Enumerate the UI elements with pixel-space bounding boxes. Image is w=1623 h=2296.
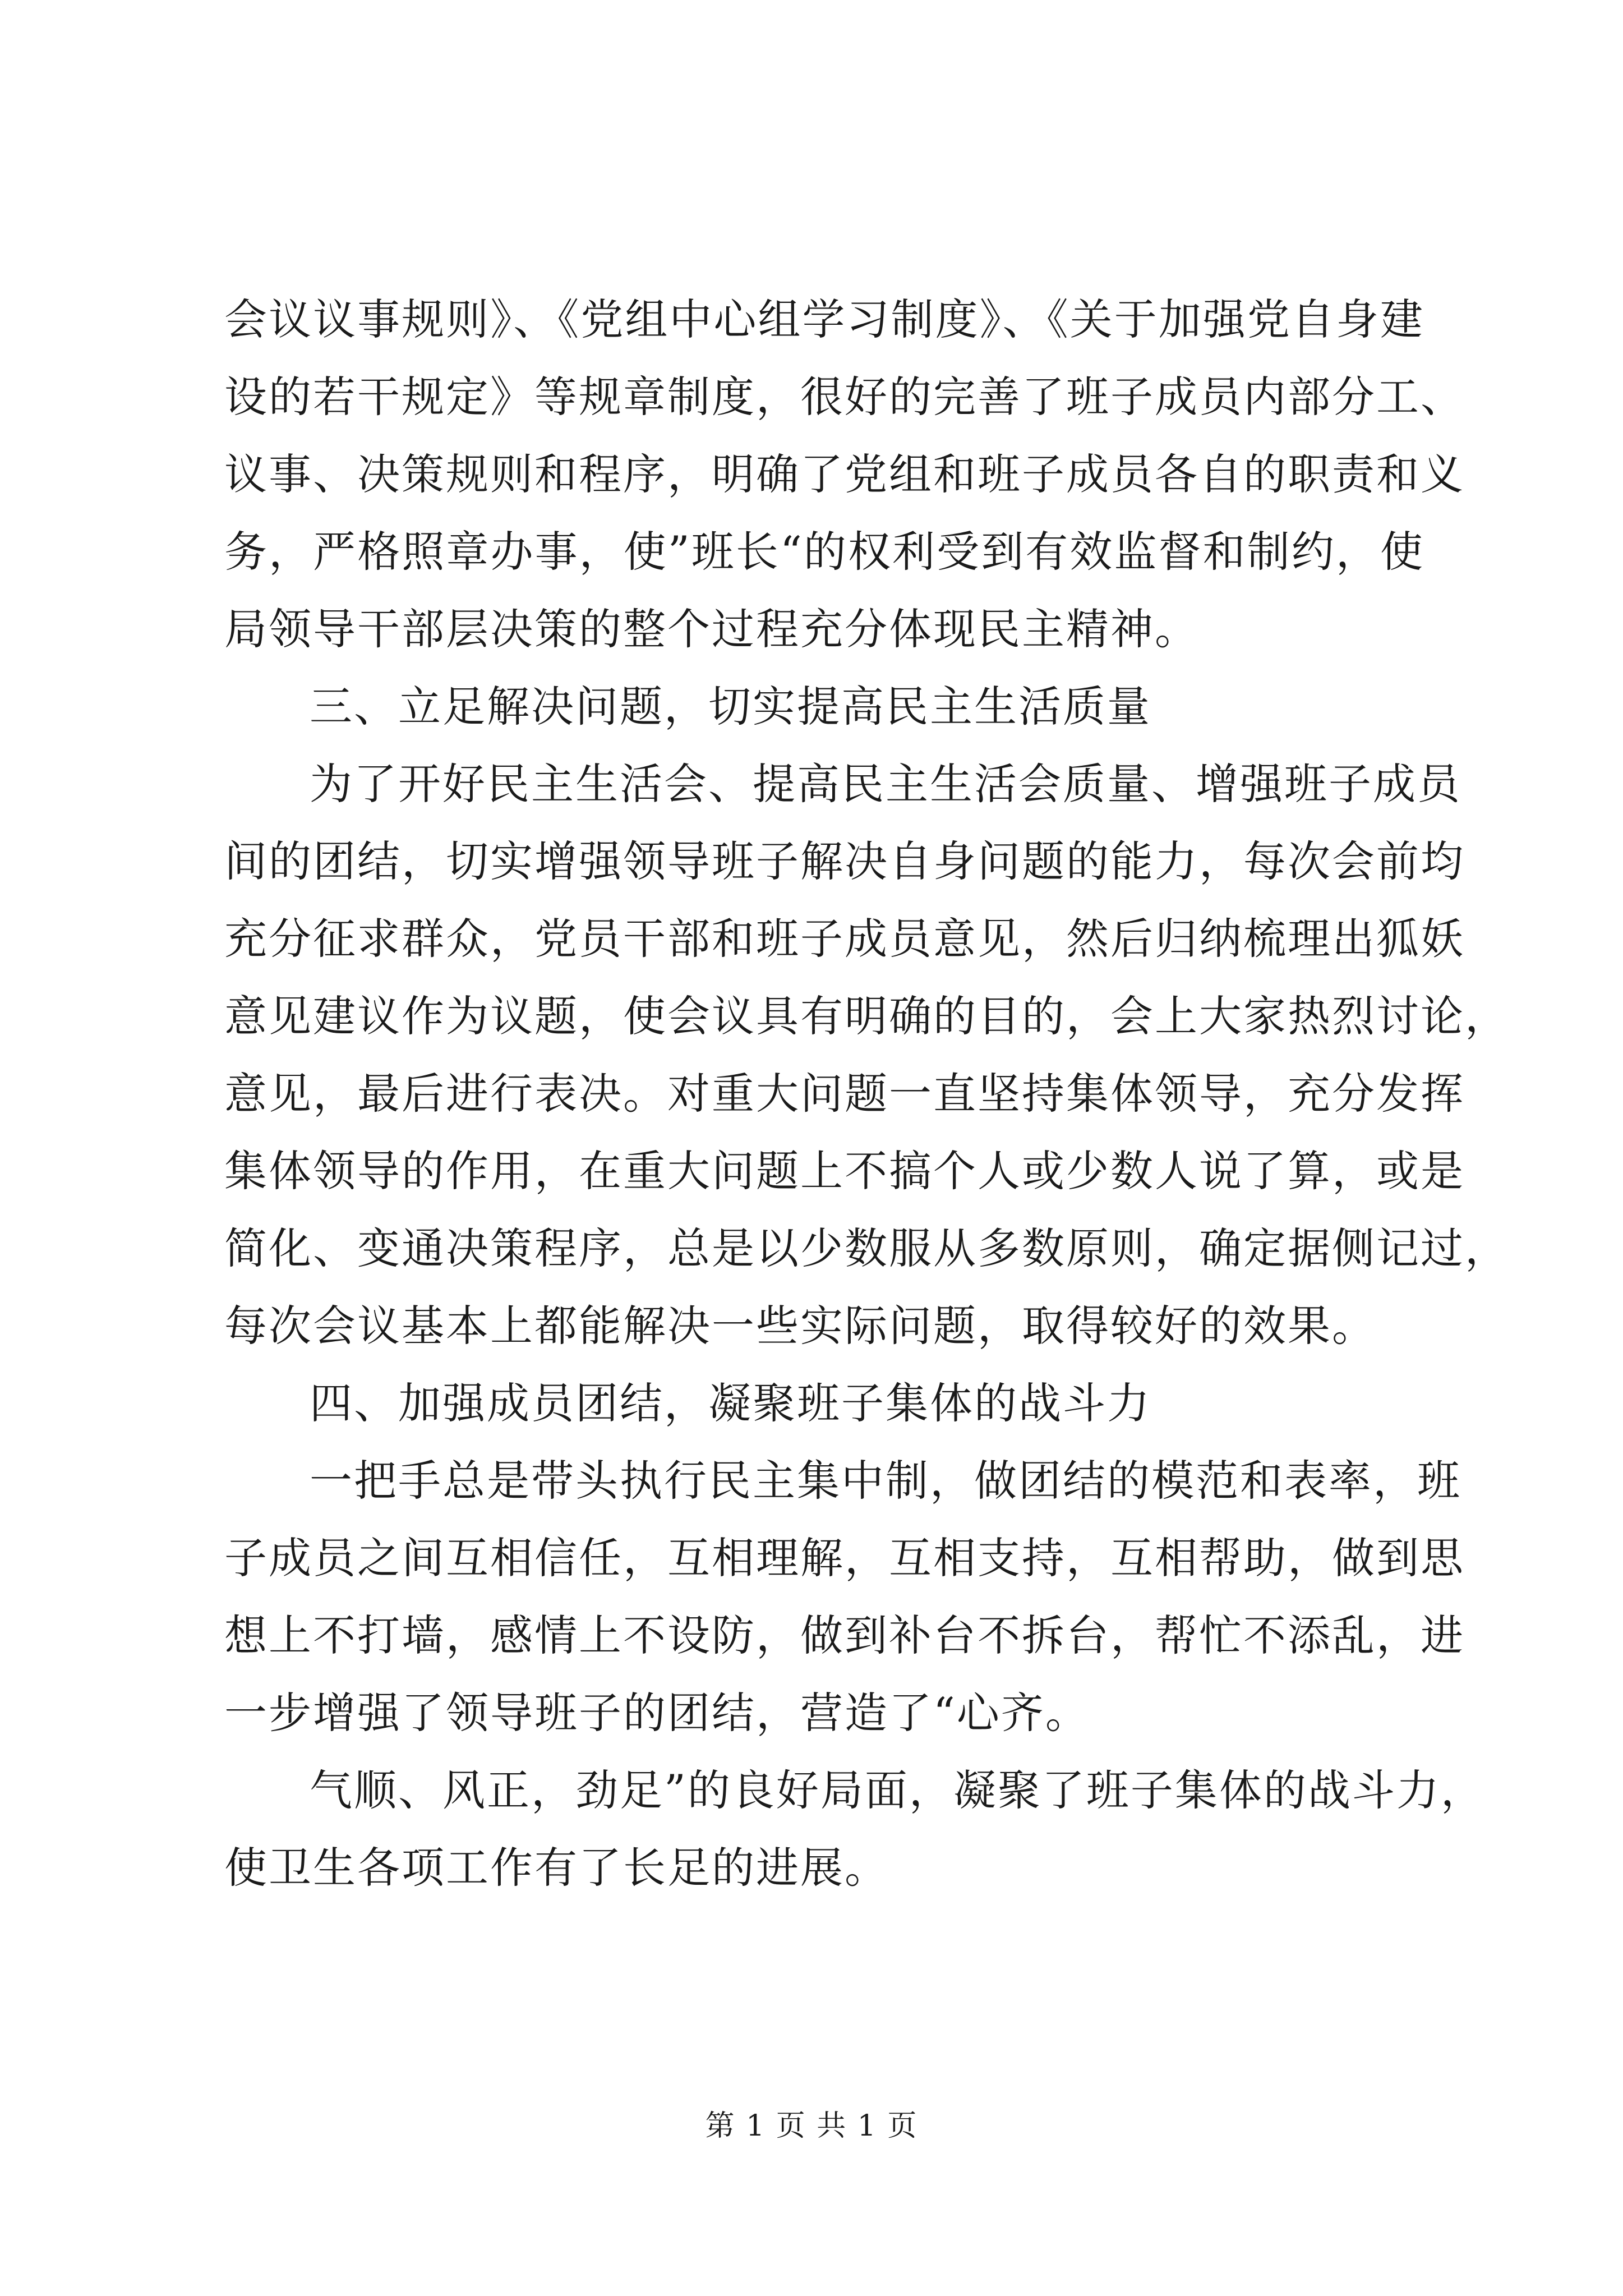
text-line: 气顺、风正，劲足”的良好局面，凝聚了班子集体的战斗力， (310, 1765, 1485, 1815)
text-line: 一步增强了领导班子的团结，营造了“心齐。 (224, 1688, 1090, 1738)
text-line: 简化、变通决策程序，总是以少数服从多数原则，确定据侧记过， (224, 1223, 1509, 1273)
text-line: 意见，最后进行表决。对重大问题一直坚持集体领导，充分发挥 (224, 1069, 1465, 1119)
section-heading: 四、加强成员团结，凝聚班子集体的战斗力 (310, 1378, 1151, 1428)
text-line: 为了开好民主生活会、提高民主生活会质量、增强班子成员 (310, 759, 1461, 809)
text-line: 子成员之间互相信任，互相理解，互相支持，互相帮助，做到思 (224, 1533, 1465, 1583)
page-number-footer: 第 1 页 共 1 页 (705, 2109, 918, 2143)
text-line: 设的若干规定》等规章制度，很好的完善了班子成员内部分工、 (224, 372, 1465, 422)
text-line: 想上不打墙，感情上不设防，做到补台不拆台，帮忙不添乱，进 (224, 1611, 1465, 1660)
text-line: 每次会议基本上都能解决一些实际问题，取得较好的效果。 (224, 1301, 1376, 1351)
text-line: 议事、决策规则和程序，明确了党组和班子成员各自的职责和义 (224, 449, 1465, 499)
text-line: 集体领导的作用，在重大问题上不搞个人或少数人说了算，或是 (224, 1146, 1465, 1196)
text-line: 局领导干部层决策的整个过程充分体现民主精神。 (224, 604, 1199, 654)
text-line: 一把手总是带头执行民主集中制，做团结的模范和表率，班 (310, 1456, 1461, 1506)
text-line: 务，严格照章办事，使”班长“的权利受到有效监督和制约，使 (224, 527, 1424, 577)
text-line: 会议议事规则》、《党组中心组学习制度》、《关于加强党自身建 (224, 295, 1424, 344)
text-line: 充分征求群众，党员干部和班子成员意见，然后归纳梳理出狐妖 (224, 914, 1465, 964)
text-line: 使卫生各项工作有了长足的进展。 (224, 1843, 889, 1893)
text-line: 意见建议作为议题，使会议具有明确的目的，会上大家热烈讨论， (224, 991, 1509, 1041)
section-heading: 三、立足解决问题，切实提高民主生活质量 (310, 682, 1151, 731)
text-line: 间的团结，切实增强领导班子解决自身问题的能力，每次会前均 (224, 836, 1465, 886)
